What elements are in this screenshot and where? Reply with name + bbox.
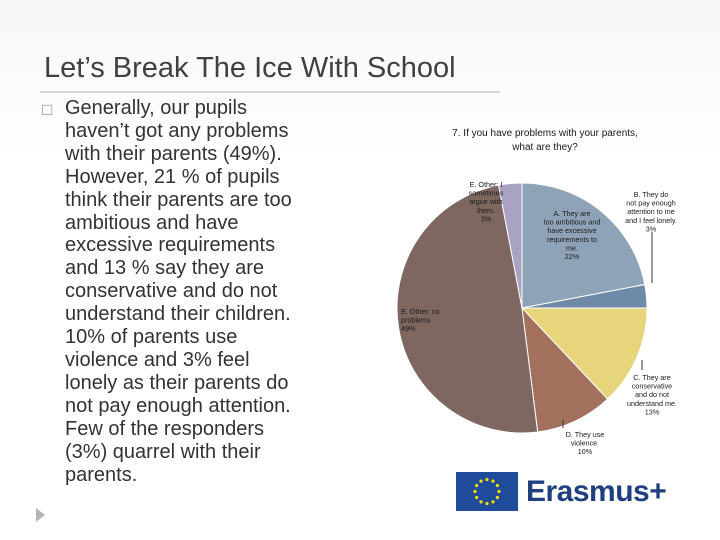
data-label-line: A. They are (553, 209, 591, 218)
data-label-d (566, 430, 605, 456)
slide-nav-arrow-icon[interactable] (36, 508, 45, 522)
data-label-line: sometimes (468, 188, 504, 198)
bullet-text-line: understand their children. (65, 303, 291, 326)
slide-title: Let’s Break The Ice With School (44, 52, 456, 84)
data-label-line: E. Other: no (401, 307, 440, 316)
chart-title-line: what are they? (512, 142, 578, 153)
data-label-line: argue with (469, 197, 503, 207)
bullet-text-line: 10% of parents use (65, 326, 238, 349)
bullet-text-line: conservative and do not (65, 280, 278, 303)
bullet-text-line: ambitious and have (65, 211, 239, 234)
erasmus-logo (446, 466, 678, 514)
data-label-line: 13% (644, 407, 660, 417)
data-label-line: me. (566, 243, 578, 253)
bullet-text-line: (3%) quarrel with their (65, 440, 261, 463)
data-label-line: too ambitious and (543, 217, 601, 227)
flag-star-icon (491, 480, 494, 483)
data-label-line: conservative (631, 381, 673, 391)
data-label-line: D. They use (565, 430, 605, 439)
flag-star-icon (479, 500, 482, 503)
flag-star-icon (473, 490, 476, 493)
flag-star-icon (496, 484, 499, 487)
flag-star-icon (479, 480, 482, 483)
data-label-line: 22% (564, 252, 580, 261)
data-label-line: B. They do (633, 190, 669, 199)
bullet-text-line: Few of the responders (65, 417, 264, 440)
data-label-b (625, 190, 677, 233)
flag-star-icon (475, 496, 478, 499)
data-label-c (627, 373, 677, 416)
data-label-line: attention to me (627, 207, 675, 217)
data-label-line: 49% (401, 324, 416, 334)
data-label-line: 3% (480, 214, 492, 224)
data-label-line: and do not (635, 390, 669, 400)
bullet-text-line: with their parents (49%). (65, 142, 282, 165)
bullet-text-line: However, 21 % of pupils (65, 165, 280, 188)
flag-star-icon (485, 502, 488, 505)
eu-flag-icon (456, 472, 518, 511)
data-label-line: E. Other: I (469, 180, 503, 189)
bullet-text-line: haven’t got any problems (65, 119, 289, 142)
data-label-line: violence. (570, 438, 600, 448)
data-label-line: have excessive (547, 226, 597, 236)
flag-star-icon (497, 490, 500, 493)
data-label-line: not pay enough (626, 198, 676, 208)
bullet-text-line: not pay enough attention. (65, 394, 291, 417)
data-label-line: them. (477, 205, 495, 215)
bullet-square-icon: □ (42, 100, 53, 119)
bullet-text-line: parents. (65, 463, 138, 486)
data-label-line: problems (401, 315, 431, 325)
data-label-line: and I feel lonely. (625, 215, 677, 225)
data-label-line: requirements to (547, 234, 597, 244)
bullet-text-line: violence and 3% feel (65, 348, 250, 371)
flag-star-icon (496, 496, 499, 499)
data-label-line: 3% (645, 224, 657, 234)
bullet-text-line: excessive requirements (65, 234, 276, 257)
data-label-line: understand me. (627, 398, 677, 408)
data-label-line: 10% (577, 447, 593, 457)
erasmus-logo-text: Erasmus+ (526, 475, 667, 508)
bullet-text-line: and 13 % say they are (65, 257, 265, 280)
flag-star-icon (485, 478, 488, 481)
bullet-text-line: Generally, our pupils (65, 97, 247, 119)
bullet-text-line: think their parents are too (65, 188, 292, 211)
chart-title-line: 7. If you have problems with your parents, (452, 128, 638, 139)
flag-star-icon (475, 484, 478, 487)
flag-star-icon (491, 500, 494, 503)
bullet-text-line: lonely as their parents do (65, 371, 289, 394)
data-label-line: C. They are (633, 373, 671, 382)
